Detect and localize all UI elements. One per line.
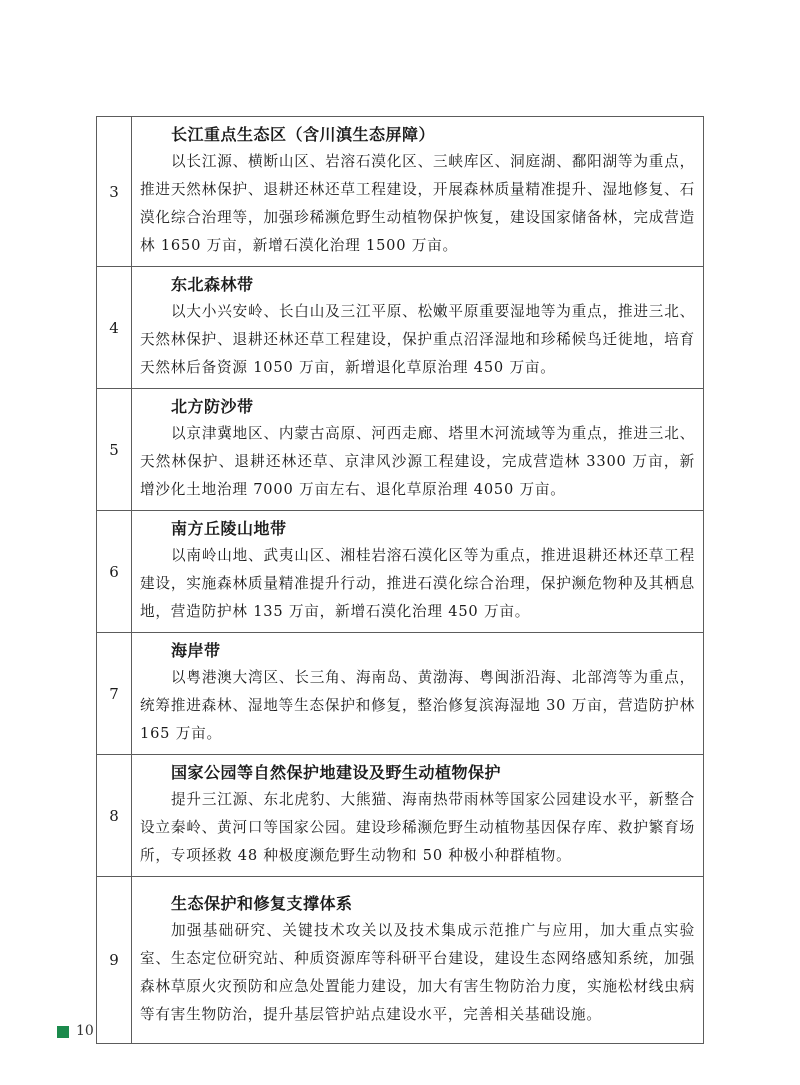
row-number: 5 [97, 389, 132, 511]
row-body: 提升三江源、东北虎豹、大熊猫、海南热带雨林等国家公园建设水平，新整合设立秦岭、黄河口等国家公园。建设珍稀濒危野生动植物基因保存库、救护繁育场所，专项拯救 48 种极度濒危野生动物和 50 种极小种群植物。 [140, 791, 695, 864]
row-title: 海岸带 [171, 641, 221, 660]
row-content [132, 267, 704, 389]
row-title: 国家公园等自然保护地建设及野生动植物保护 [171, 763, 502, 782]
row-body: 以南岭山地、武夷山区、湘桂岩溶石漠化区等为重点，推进退耕还林还草工程建设，实施森林质量精准提升行动，推进石漠化综合治理，保护濒危物种及其栖息地，营造防护林 135 万亩，新增石漠化治理 450 万亩。 [140, 547, 695, 620]
table-row [97, 877, 704, 1044]
row-content [132, 117, 704, 267]
page-number: 10 [76, 1023, 94, 1039]
row-number: 8 [97, 755, 132, 877]
row-content [132, 511, 704, 633]
table-row [97, 389, 704, 511]
row-number: 3 [97, 117, 132, 267]
row-number: 9 [97, 877, 132, 1044]
row-number: 6 [97, 511, 132, 633]
row-body: 以大小兴安岭、长白山及三江平原、松嫩平原重要湿地等为重点，推进三北、天然林保护、退耕还林还草工程建设，保护重点沼泽湿地和珍稀候鸟迁徙地，培育天然林后备资源 1050 万亩，新增退化草原治理 450 万亩。 [140, 303, 695, 376]
ecology-projects-table [96, 116, 704, 1044]
row-title: 东北森林带 [171, 275, 254, 294]
table-row [97, 755, 704, 877]
row-body: 以京津冀地区、内蒙古高原、河西走廊、塔里木河流域等为重点，推进三北、天然林保护、退耕还林还草、京津风沙源工程建设，完成营造林 3300 万亩，新增沙化土地治理 7000 万亩左右、退化草原治理 4050 万亩。 [140, 425, 695, 498]
row-title: 南方丘陵山地带 [171, 519, 287, 538]
row-content [132, 877, 704, 1044]
row-content [132, 389, 704, 511]
table-row [97, 633, 704, 755]
row-title: 北方防沙带 [171, 397, 254, 416]
row-number: 7 [97, 633, 132, 755]
row-body: 以长江源、横断山区、岩溶石漠化区、三峡库区、洞庭湖、鄱阳湖等为重点，推进天然林保护、退耕还林还草工程建设，开展森林质量精准提升、湿地修复、石漠化综合治理等，加强珍稀濒危野生动植物保护恢复，建设国家储备林，完成营造林 1650 万亩，新增石漠化治理 1500 万亩。 [140, 153, 695, 254]
row-number: 4 [97, 267, 132, 389]
page-marker-square [57, 1026, 69, 1038]
row-content [132, 633, 704, 755]
row-title: 生态保护和修复支撑体系 [171, 893, 353, 913]
row-content [132, 755, 704, 877]
table-row [97, 117, 704, 267]
table-row [97, 267, 704, 389]
row-body: 以粤港澳大湾区、长三角、海南岛、黄渤海、粤闽浙沿海、北部湾等为重点，统筹推进森林、湿地等生态保护和修复，整治修复滨海湿地 30 万亩，营造防护林 165 万亩。 [140, 669, 695, 742]
row-title: 长江重点生态区（含川滇生态屏障） [171, 125, 436, 144]
row-body: 加强基础研究、关键技术攻关以及技术集成示范推广与应用，加大重点实验室、生态定位研究站、种质资源库等科研平台建设，建设生态网络感知系统，加强森林草原火灾预防和应急处置能力建设，加大有害生物防治力度，实施松材线虫病等有害生物防治，提升基层管护站点建设水平，完善相关基础设施。 [140, 921, 695, 1023]
table-row [97, 511, 704, 633]
